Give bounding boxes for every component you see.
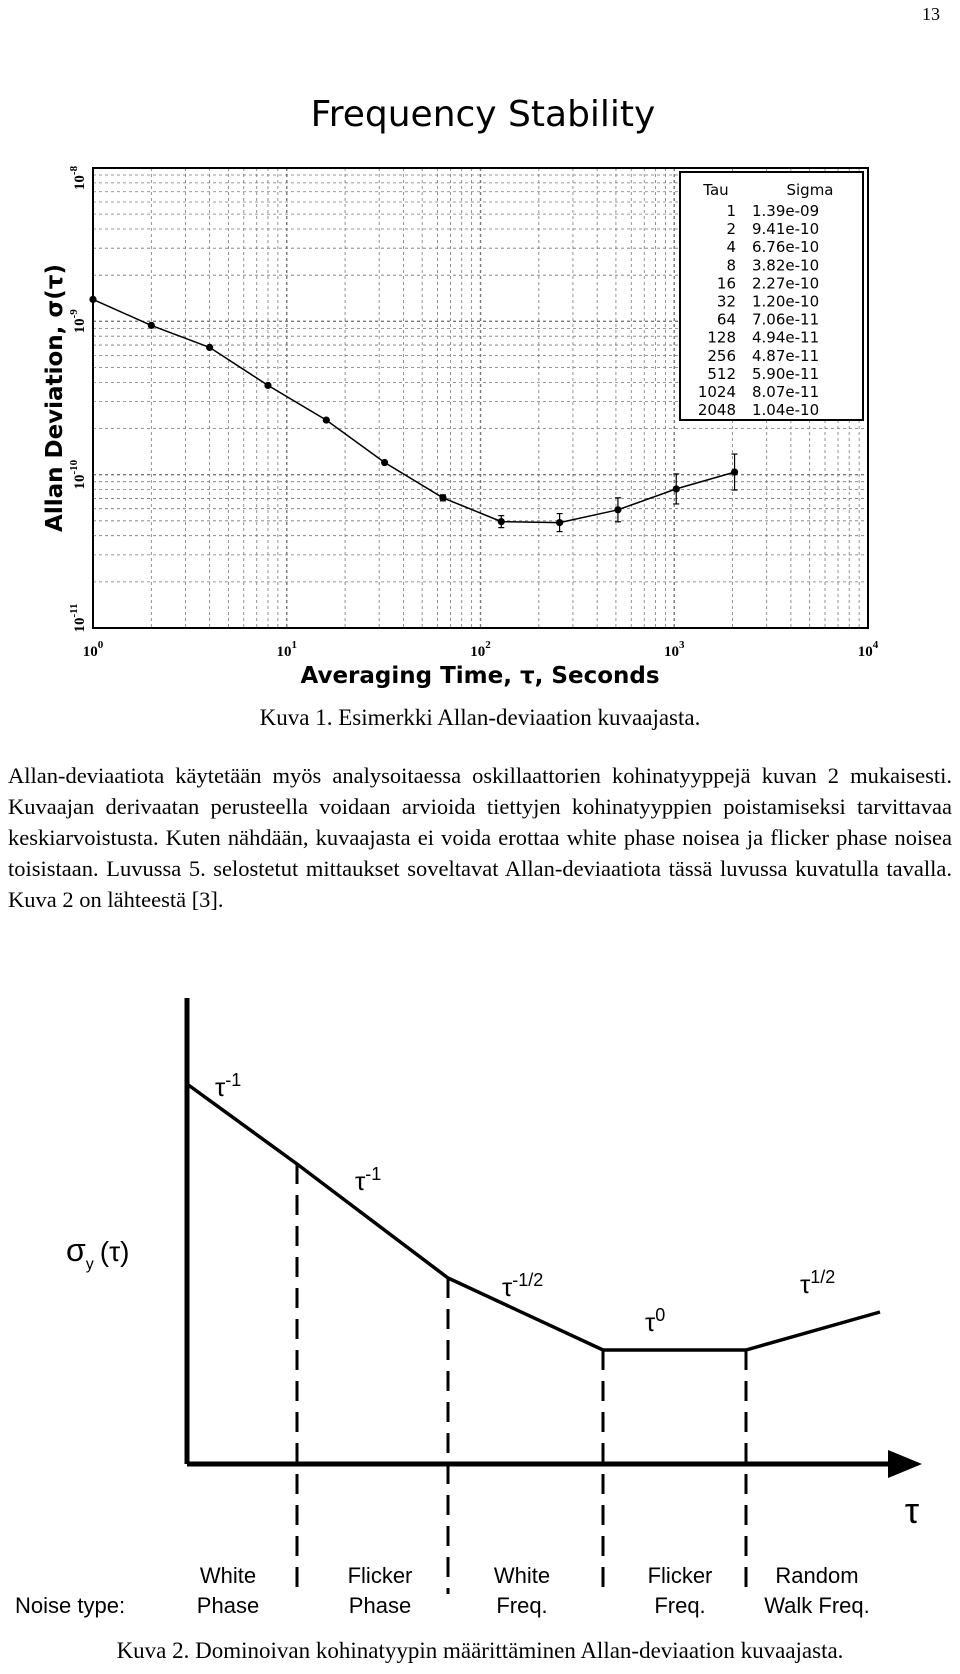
legend-sigma-value: 8.07e-11 (752, 383, 820, 401)
legend-header-tau: Tau (703, 181, 729, 199)
legend-sigma-value: 6.76e-10 (752, 238, 820, 257)
x-axis-arrow-icon (888, 1450, 922, 1478)
y-tick-label: $10^{-9}$ (68, 309, 88, 334)
body-paragraph: Allan-deviaatiota käytetään myös analysoitaessa oskillaattorien kohinatyyppejä kuvan 2 mukaisesti. Kuvaajan derivaatan perusteella voidaan arvioida tiettyjen kohinatyyppien poistamiseksi tarvittavaa keskiarvoistusta. Kuten nähdään, kuvaajasta ei voida erottaa white phase noisea ja flicker phase noisea toisistaan. Luvussa 5. selostetut mittaukset soveltavat Allan-deviaatiota tässä luvussa kuvatulla tavalla. Kuva 2 on lähteestä [3]. (8, 763, 952, 912)
data-point (148, 322, 155, 329)
x-axis-label: Averaging Time, τ, Seconds (300, 663, 660, 689)
noise-type-1-line2: Phase (196, 1593, 260, 1618)
legend-sigma-value: 7.06e-11 (752, 310, 820, 329)
legend-tau-value: 4 (726, 238, 736, 257)
x-tick-label: $10^3$ (664, 639, 685, 660)
series-line (93, 299, 735, 522)
tau-axis-label: τ (904, 1490, 920, 1531)
legend-tau-value: 128 (707, 328, 736, 347)
chart-title: Frequency Stability (310, 94, 656, 135)
slope-label-4: $\tau^0$ (645, 1305, 666, 1337)
noise-type-2-line1: Flicker (347, 1563, 413, 1588)
data-point (89, 296, 96, 303)
legend-tau-value: 2 (726, 220, 736, 239)
data-point (673, 485, 680, 492)
sigma-y-tau-label: $\sigma_y$ (τ) (66, 1232, 130, 1273)
legend-tau-value: 512 (707, 364, 736, 383)
noise-type-4-line2: Freq. (654, 1593, 706, 1618)
region-dividers (297, 1164, 746, 1594)
legend-sigma-value: 2.27e-10 (752, 274, 820, 293)
noise-type-4-line1: Flicker (647, 1563, 713, 1588)
legend-tau-value: 32 (716, 292, 736, 311)
page-number: 13 (922, 4, 940, 24)
legend-sigma-value: 5.90e-11 (752, 364, 820, 383)
legend-sigma-value: 3.82e-10 (752, 256, 820, 275)
data-series (89, 296, 738, 532)
legend-tau-value: 1 (726, 202, 736, 220)
slope-label-2: $\tau^{-1}$ (355, 1164, 382, 1196)
data-point (731, 468, 738, 475)
noise-type-diagram (0, 990, 960, 1640)
allan-deviation-chart (0, 0, 960, 700)
x-tick-label: $10^2$ (470, 639, 491, 660)
data-point (381, 459, 388, 466)
legend-tau-value: 1024 (697, 383, 736, 401)
data-point (323, 416, 330, 423)
noise-type-3-line1: White (493, 1563, 551, 1588)
data-point (264, 382, 271, 389)
slope-label-3: $\tau^{-1/2}$ (502, 1270, 544, 1302)
data-point (556, 519, 563, 526)
noise-type-5-line2: Walk Freq. (764, 1593, 870, 1618)
slope-label-5: $\tau^{1/2}$ (800, 1267, 836, 1299)
noise-type-3-line2: Freq. (496, 1593, 548, 1618)
data-point (206, 344, 213, 351)
noise-type-1-line1: White (199, 1563, 257, 1588)
legend-sigma-value: 9.41e-10 (752, 220, 820, 239)
legend-tau-value: 16 (716, 274, 736, 293)
legend-sigma-value: 4.94e-11 (752, 328, 820, 347)
x-axis-ticks (83, 639, 879, 660)
y-axis-ticks (68, 165, 88, 632)
x-tick-label: $10^4$ (857, 639, 879, 660)
legend-tau-value: 8 (726, 256, 736, 275)
figure2-caption: Kuva 2. Dominoivan kohinatyypin määrittäminen Allan-deviaation kuvaajasta. (116, 1638, 844, 1663)
noise-type-5-line1: Random (775, 1563, 859, 1588)
legend-header-sigma: Sigma (786, 181, 834, 199)
y-tick-label: $10^{-11}$ (68, 603, 88, 633)
legend-sigma-value: 4.87e-11 (752, 346, 820, 365)
slope-curve (187, 1084, 880, 1350)
legend-table (680, 172, 863, 420)
legend-tau-value: 64 (716, 310, 736, 329)
legend-tau-value: 2048 (697, 401, 736, 420)
figure1-caption: Kuva 1. Esimerkki Allan-deviaation kuvaajasta. (259, 705, 701, 730)
legend-sigma-value: 1.20e-10 (752, 292, 820, 311)
noise-type-label: Noise type: (15, 1593, 126, 1618)
data-point (439, 494, 446, 501)
legend-sigma-value: 1.04e-10 (752, 401, 820, 420)
y-axis-label: Allan Deviation, σ(τ) (42, 264, 68, 532)
data-point (498, 518, 505, 525)
legend-tau-value: 256 (707, 346, 736, 365)
slope-label-1: $\tau^{-1}$ (215, 1070, 242, 1102)
y-tick-label: $10^{-8}$ (68, 165, 88, 191)
x-tick-label: $10^1$ (276, 639, 297, 660)
data-point (614, 506, 621, 513)
legend-sigma-value: 1.39e-09 (752, 202, 820, 220)
x-tick-label: $10^0$ (82, 639, 104, 660)
noise-type-2-line2: Phase (348, 1593, 412, 1618)
y-tick-label: $10^{-10}$ (68, 459, 88, 490)
